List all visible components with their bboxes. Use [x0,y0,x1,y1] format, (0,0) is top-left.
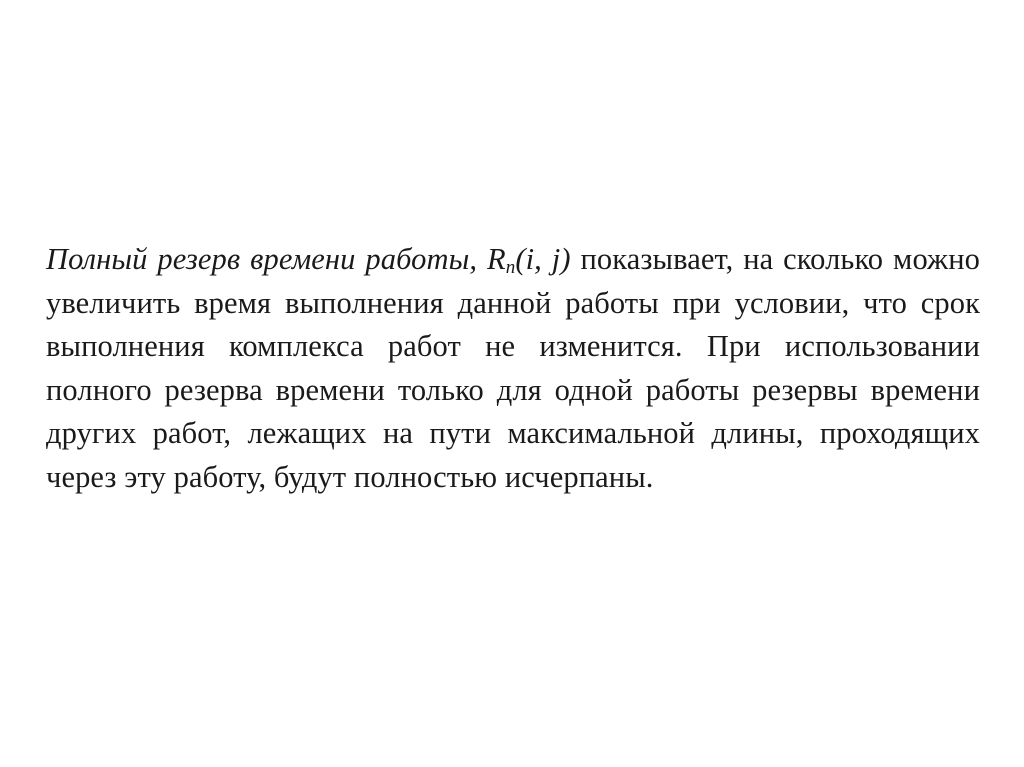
definition-paragraph [46,238,980,499]
formula-symbol: R [486,242,506,276]
defined-term: Полный резерв времени работы, [46,242,478,276]
formula-subscript: п [505,257,516,278]
formula-args: (i, j) [515,242,571,276]
formula [487,242,571,276]
definition-body: показывает, на сколько можно увеличить время выполнения данной работы при условии, что срок выполнения комплекса работ не изменится. При использовании полного резерва времени только для одной работы резервы времени других работ, лежащих на пути максимальной длины, проходящих через эту работу, будут полностью исчерпаны. [46,242,980,494]
